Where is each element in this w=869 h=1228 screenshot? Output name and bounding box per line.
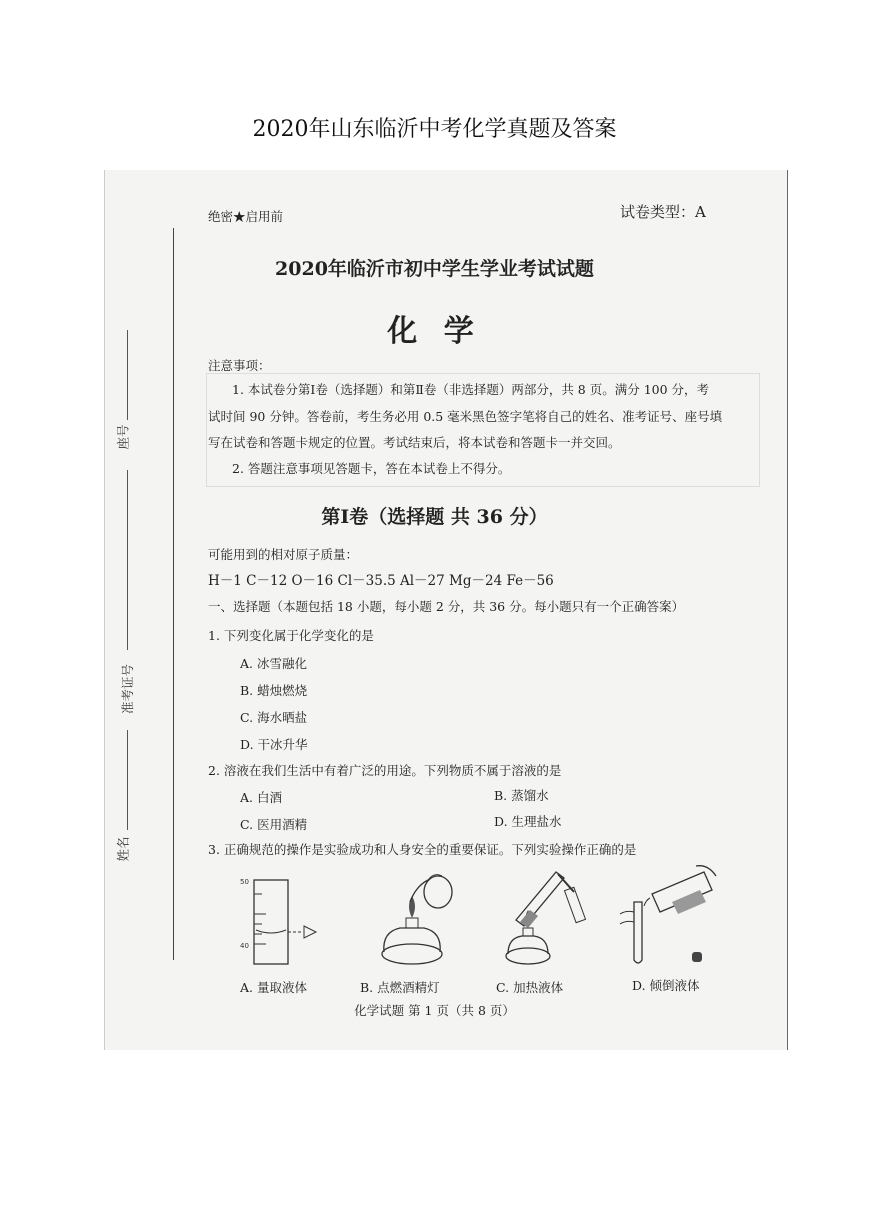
q2-option-c: C. 医用酒精 (240, 817, 308, 832)
cylinder-mark-40: 40 (240, 942, 249, 950)
name-line (127, 730, 128, 830)
measuring-cylinder-figure (232, 862, 352, 972)
scan-right-edge (787, 170, 788, 1050)
ticket-line (127, 470, 128, 650)
q1-stem: 1. 下列变化属于化学变化的是 (208, 628, 374, 643)
q1-option-d: D. 干冰升华 (240, 737, 308, 752)
paper-type: 试卷类型：A (620, 203, 706, 221)
q1-option-c: C. 海水晒盐 (240, 710, 308, 725)
notice-item-1-line-2: 试时间 90 分钟。答卷前，考生务必用 0.5 毫米黑色签字笔将自己的姓名、准考证号、座号填 (208, 409, 723, 424)
q2-option-d: D. 生理盐水 (494, 814, 562, 829)
cylinder-mark-50: 50 (240, 878, 249, 886)
notice-item-1-line-3: 写在试卷和答题卡规定的位置。考试结束后，将本试卷和答题卡一并交回。 (208, 435, 621, 450)
pouring-liquid-figure (612, 862, 732, 972)
q1-option-a: A. 冰雪融化 (240, 656, 307, 671)
q2-option-a: A. 白酒 (240, 790, 282, 805)
q3-option-d: D. 倾倒液体 (632, 978, 700, 993)
q2-stem: 2. 溶液在我们生活中有着广泛的用途。下列物质不属于溶液的是 (208, 763, 562, 778)
secret-mark: 绝密★启用前 (208, 209, 284, 224)
part-one-instructions: 一、选择题（本题包括 18 小题，每小题 2 分，共 36 分。每小题只有一个正确答案） (208, 599, 685, 614)
heating-liquid-figure (494, 862, 614, 972)
q3-option-c: C. 加热液体 (496, 980, 564, 995)
q3-stem: 3. 正确规范的操作是实验成功和人身安全的重要保证。下列实验操作正确的是 (208, 842, 637, 857)
side-label-seat: 座号 (115, 424, 131, 450)
atomic-masses-label: 可能用到的相对原子质量： (208, 547, 359, 562)
q2-option-b: B. 蒸馏水 (494, 788, 549, 803)
document-title: 2020年山东临沂中考化学真题及答案 (252, 117, 617, 142)
side-label-ticket: 准考证号 (120, 663, 136, 715)
exam-title: 2020年临沂市初中学生学业考试试题 (275, 258, 594, 280)
section-title: 第Ⅰ卷（选择题 共 36 分） (321, 506, 548, 528)
q3-option-a: A. 量取液体 (240, 980, 307, 995)
q1-option-b: B. 蜡烛燃烧 (240, 683, 308, 698)
side-label-name: 姓名 (115, 836, 131, 862)
notice-heading: 注意事项： (208, 358, 271, 373)
page-footer: 化学试题 第 1 页（共 8 页） (354, 1003, 515, 1018)
notice-item-1-line-1: 1. 本试卷分第Ⅰ卷（选择题）和第Ⅱ卷（非选择题）两部分，共 8 页。满分 100 分，考 (232, 382, 710, 397)
q3-option-b: B. 点燃酒精灯 (360, 980, 440, 995)
notice-item-2: 2. 答题注意事项见答题卡，答在本试卷上不得分。 (232, 461, 511, 476)
subject-title: 化 学 (387, 314, 482, 349)
scan-left-edge (104, 170, 105, 1050)
atomic-masses: H－1 C－12 O－16 Cl－35.5 Al－27 Mg－24 Fe－56 (208, 573, 554, 589)
alcohol-lamp-lighting-figure (362, 862, 482, 972)
